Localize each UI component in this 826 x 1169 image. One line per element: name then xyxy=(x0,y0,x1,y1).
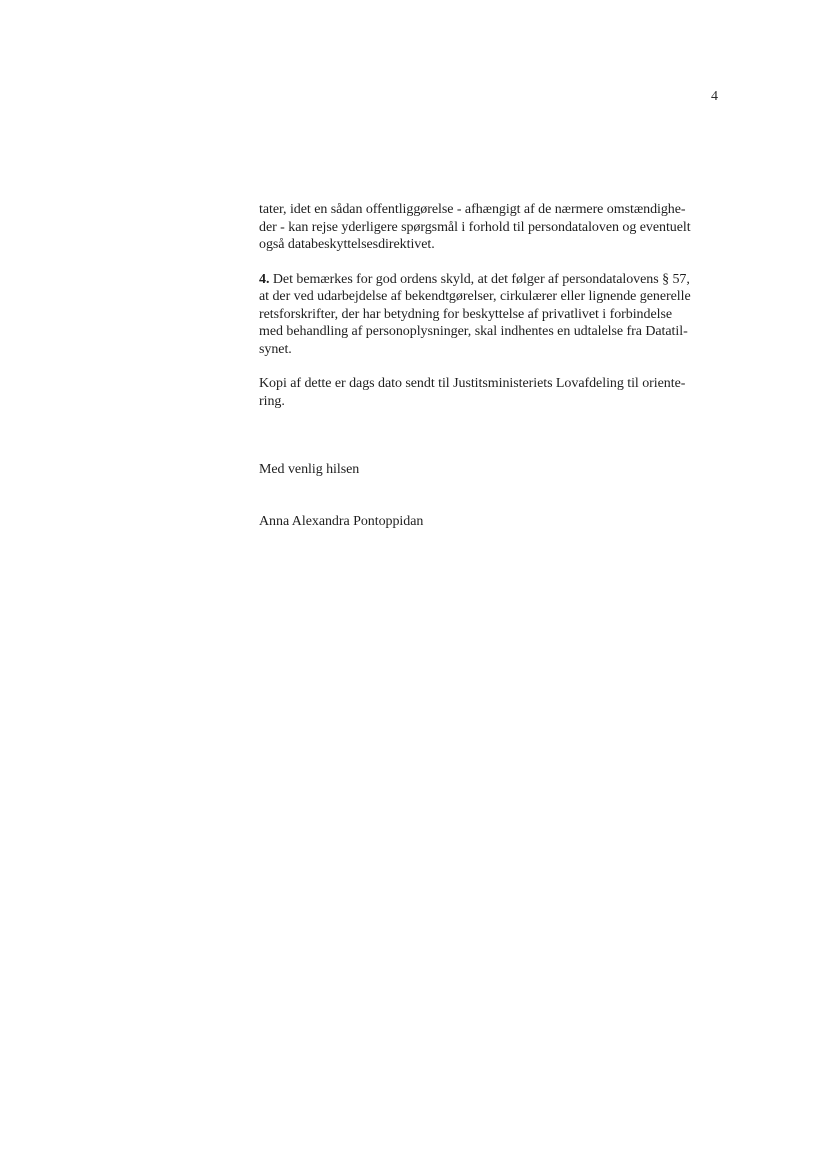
signatory-name: Anna Alexandra Pontoppidan xyxy=(259,513,424,529)
paragraph-line: der - kan rejse yderligere spørgsmål i forhold til persondataloven og eventuelt xyxy=(259,219,691,235)
paragraph-section-4 xyxy=(259,271,719,359)
paragraph-line: at der ved udarbejdelse af bekendtgørelser, cirkulærer eller lignende generelle xyxy=(259,289,691,304)
paragraph-line: ring. xyxy=(259,393,285,409)
letter-body xyxy=(259,201,719,530)
paragraph-line: tater, idet en sådan offentliggørelse - afhængigt af de nærmere omstændighe- xyxy=(259,202,686,217)
paragraph-line: med behandling af personoplysninger, skal indhentes en udtalelse fra Datatil- xyxy=(259,324,688,339)
page-number: 4 xyxy=(711,89,718,104)
paragraph-line: også databeskyttelsesdirektivet. xyxy=(259,237,435,252)
paragraph-line xyxy=(259,271,719,289)
section-number: 4. xyxy=(259,271,270,287)
paragraph-line: retsforskrifter, der har betydning for beskyttelse af privatlivet i forbindelse xyxy=(259,306,673,322)
paragraph-copy-note xyxy=(259,375,719,410)
paragraph-line: synet. xyxy=(259,341,292,357)
paragraph-line-text: Det bemærkes for god ordens skyld, at det følger af persondatalovens § 57, xyxy=(269,271,690,287)
closing-greeting: Med venlig hilsen xyxy=(259,462,360,477)
paragraph-continuation xyxy=(259,201,719,254)
paragraph-line: Kopi af dette er dags dato sendt til Justitsministeriets Lovafdeling til oriente- xyxy=(259,376,686,391)
